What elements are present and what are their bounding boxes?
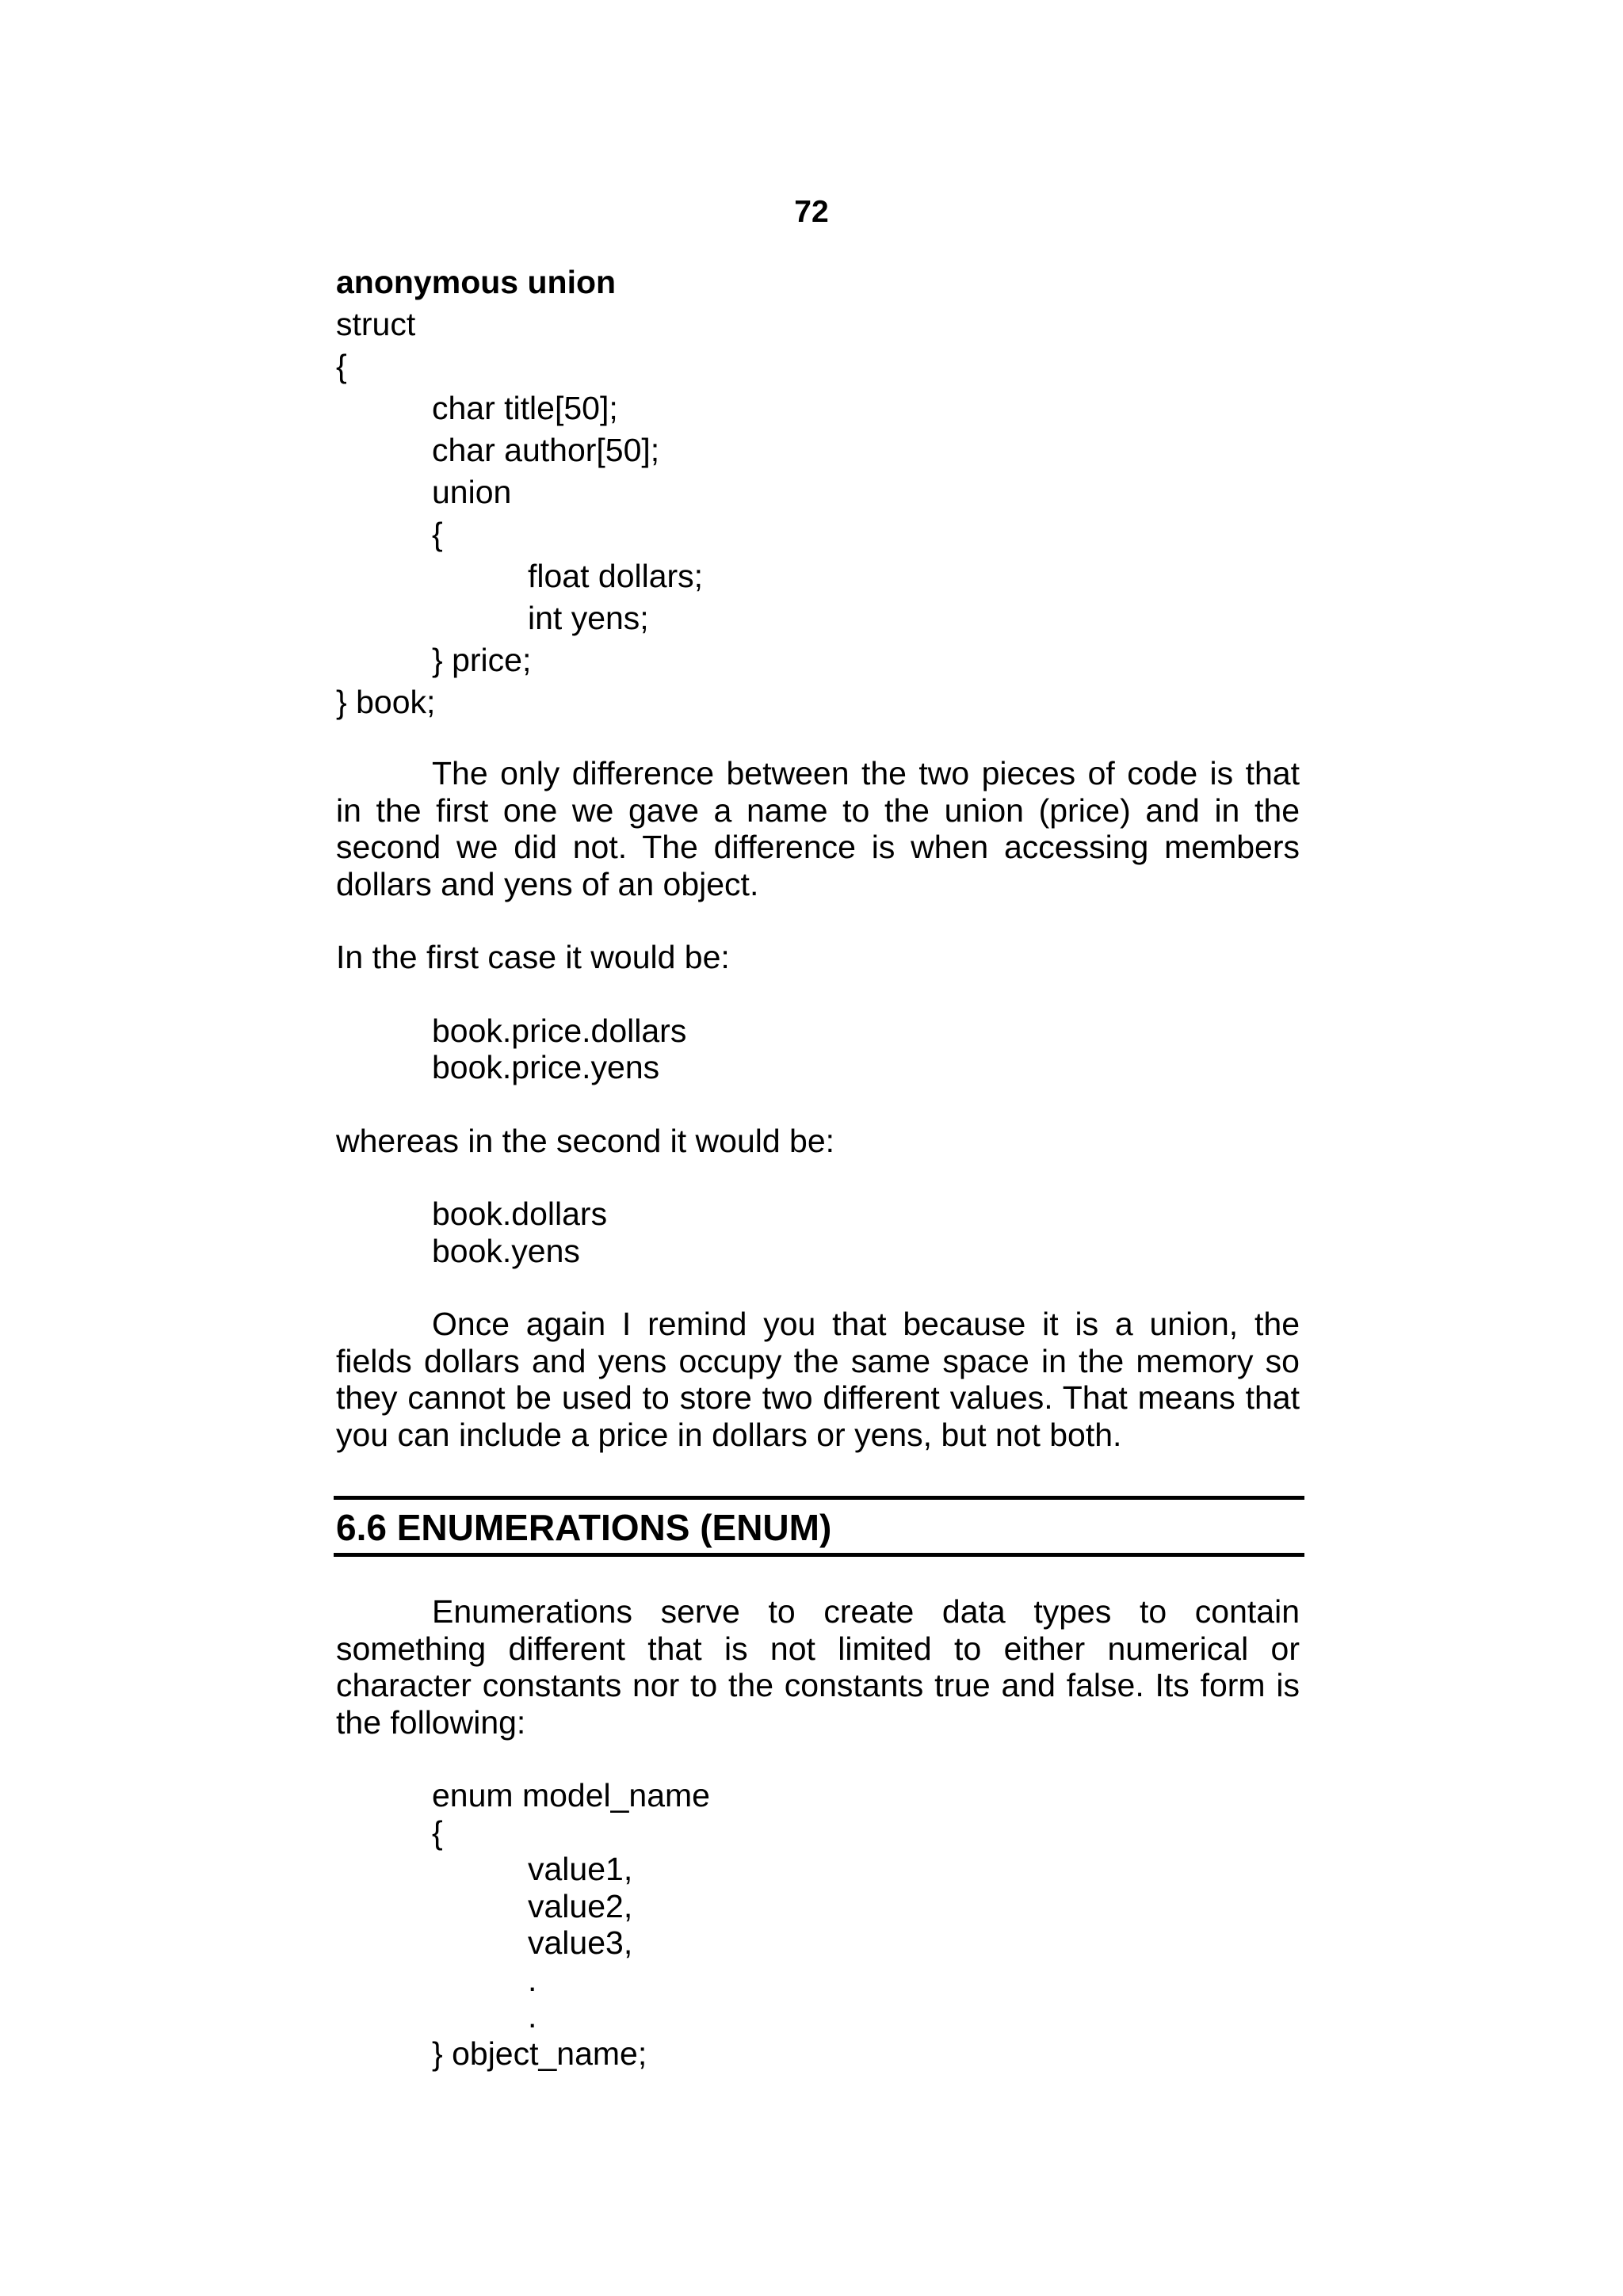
enum-code-block: [336, 1777, 1300, 2072]
second-case-code: [336, 1196, 1300, 1269]
code-line: book.price.yens: [432, 1049, 660, 1085]
code-line: .: [528, 1961, 537, 1998]
code-line: char title[50];: [432, 390, 618, 426]
first-case-code: [336, 1013, 1300, 1086]
code-line: {: [432, 1814, 443, 1851]
page-number: 72: [794, 195, 829, 229]
code-line: value3,: [528, 1924, 633, 1961]
code-line: book.dollars: [432, 1196, 608, 1232]
code-line: union: [432, 474, 512, 510]
code-line: .: [528, 1998, 537, 2035]
code-line: book.yens: [432, 1232, 580, 1269]
paragraph-difference: The only difference between the two pieces of code is that in the first one we gave a name to the union (price) and in the second we did not. The difference is when accessing members dollars and yens of an object.: [336, 755, 1300, 902]
code-line: book.price.dollars: [432, 1012, 687, 1049]
section-heading: 6.6 ENUMERATIONS (ENUM): [334, 1496, 1304, 1557]
code-line: char author[50];: [432, 432, 660, 468]
code-line: } price;: [432, 642, 532, 678]
code-line: enum model_name: [432, 1777, 710, 1814]
paragraph-reminder: Once again I remind you that because it is a union, the fields dollars and yens occupy the same space in the memory so they cannot be used to store two different values. That means that you can include a price in dollars or yens, but not both.: [336, 1306, 1300, 1453]
code-line: struct: [336, 306, 416, 342]
second-case-label: whereas in the second it would be:: [336, 1122, 835, 1159]
code-line: float dollars;: [528, 558, 704, 594]
page-content: [336, 261, 1300, 2072]
first-case-label: In the first case it would be:: [336, 939, 730, 975]
code-line: value1,: [528, 1851, 633, 1887]
code-line: {: [336, 348, 347, 384]
code-line: {: [432, 516, 443, 552]
struct-code-block: [336, 303, 1300, 723]
subheading: anonymous union: [336, 264, 617, 300]
code-line: value2,: [528, 1887, 633, 1924]
code-line: int yens;: [528, 600, 649, 636]
code-line: } object_name;: [432, 2035, 647, 2072]
paragraph-enum: Enumerations serve to create data types to contain something different that is not limited to either numerical or character constants nor to the constants true and false. Its form is the following:: [336, 1593, 1300, 1741]
code-line: } book;: [336, 684, 436, 720]
